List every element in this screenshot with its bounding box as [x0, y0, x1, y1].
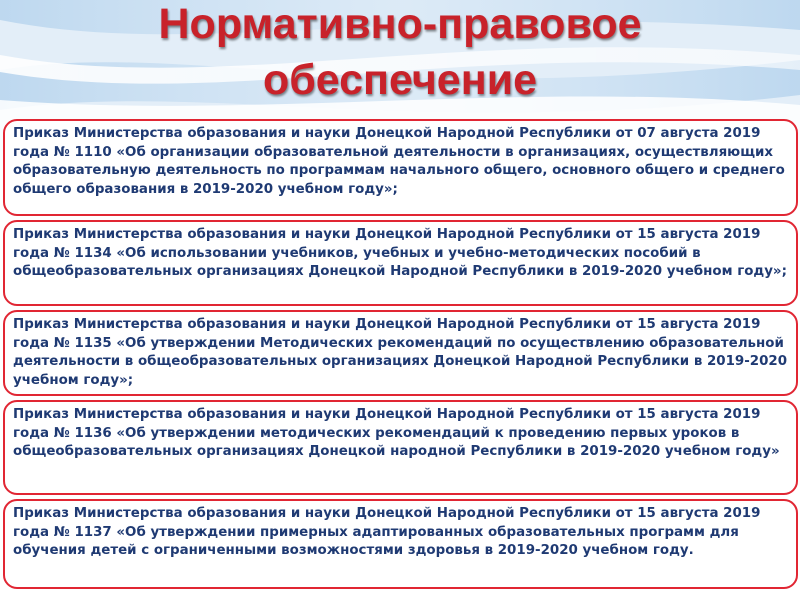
- order-item-1137: Приказ Министерства образования и науки Донецкой Народной Республики от 15 августа 2019 года № 1137 «Об утверждении примерных адаптированных образовательных программ для обучения детей с ограниченными возможностями здоровья в 2019-2020 учебном году.: [3, 499, 798, 589]
- orders-list: [3, 119, 798, 589]
- page-title-line-1: Нормативно-правовое: [158, 0, 642, 48]
- order-item-1110: Приказ Министерства образования и науки Донецкой Народной Республики от 07 августа 2019 года № 1110 «Об организации образовательной деятельности в организациях, осуществляющих образовательную деятельность по программам начального общего, основного общего и среднего общего образования в 2019-2020 учебном году»;: [3, 119, 798, 216]
- page-title-line-2: обеспечение: [262, 56, 538, 104]
- order-item-1136: Приказ Министерства образования и науки Донецкой Народной Республики от 15 августа 2019 года № 1136 «Об утверждении методических рекомендаций к проведению первых уроков в общеобразовательных организациях Донецкой народной Республики в 2019-2020 учебном году»: [3, 400, 798, 495]
- order-item-1134: Приказ Министерства образования и науки Донецкой Народной Республики от 15 августа 2019 года № 1134 «Об использовании учебников, учебных и учебно-методических пособий в общеобразовательных организациях Донецкой Народной Республики в 2019-2020 учебном году»;: [3, 220, 798, 306]
- order-item-1135: Приказ Министерства образования и науки Донецкой Народной Республики от 15 августа 2019 года № 1135 «Об утверждении Методических рекомендаций по осуществлению образовательной деятельности в общеобразовательных организациях Донецкой Народной Республики в 2019-2020 учебном году»;: [3, 310, 798, 396]
- page-title: [0, 0, 800, 108]
